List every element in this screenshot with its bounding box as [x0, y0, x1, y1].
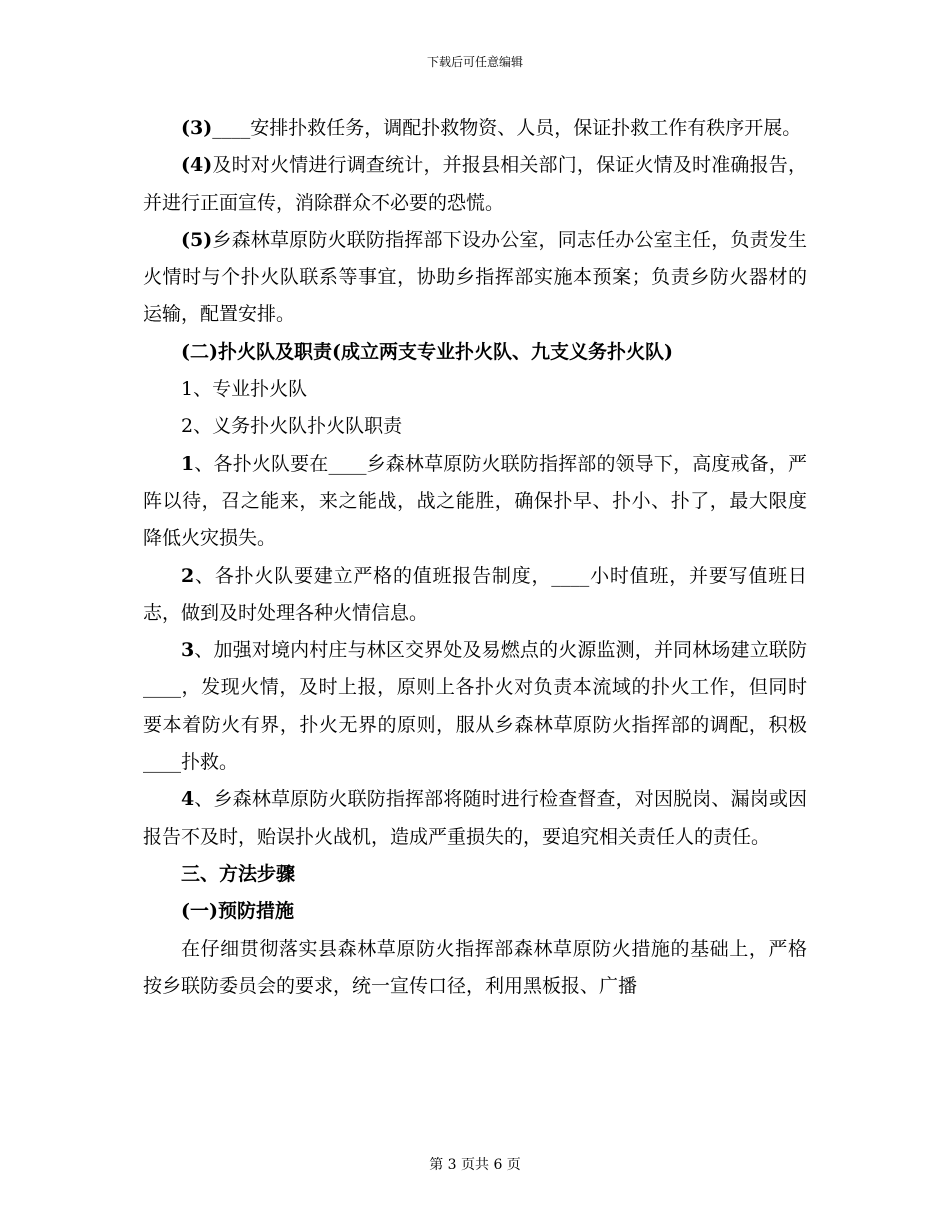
item-number: 4 — [181, 788, 195, 811]
heading-text: (一)预防措施 — [181, 900, 294, 923]
document-body — [143, 110, 807, 1005]
paragraph-text: 1、专业扑火队 — [181, 378, 308, 401]
item-number: 1 — [181, 452, 195, 475]
paragraph-item-3 — [143, 110, 807, 147]
paragraph-text: 、各扑火队要在____乡森林草原防火联防指挥部的领导下，高度戒备，严阵以待，召之能来，来之能战，战之能胜，确保扑早、扑小、扑了，最大限度降低火灾损失。 — [143, 452, 807, 550]
section-heading-methods — [143, 856, 807, 893]
paragraph-text: 及时对火情进行调查统计，并报县相关部门，保证火情及时准确报告，并进行正面宣传，消除群众不必要的恐慌。 — [143, 154, 807, 214]
paragraph-prevention — [143, 931, 807, 1006]
item-number: 2 — [181, 564, 195, 587]
paragraph-duty-3 — [143, 632, 807, 781]
paragraph-text: 、乡森林草原防火联防指挥部将随时进行检查督查，对因脱岗、漏岗或因报告不及时，贻误扑火战机，造成严重损失的，要追究相关责任人的责任。 — [143, 788, 807, 848]
page-number: 第 3 页共 6 页 — [429, 1157, 521, 1173]
item-number: 3 — [181, 639, 195, 662]
paragraph-duty-2 — [143, 558, 807, 633]
item-number: (3) — [181, 117, 213, 139]
paragraph-text: 2、义务扑火队扑火队职责 — [181, 415, 403, 438]
section-heading-fire-teams — [143, 334, 807, 371]
paragraph-text: ____安排扑救任务，调配扑救物资、人员，保证扑救工作有秩序开展。 — [212, 117, 802, 139]
heading-text: 三、方法步骤 — [181, 862, 296, 885]
paragraph-text: 、各扑火队要建立严格的值班报告制度，____小时值班，并要写值班日志，做到及时处理各种火情信息。 — [143, 564, 807, 624]
header-note: 下载后可任意编辑 — [426, 55, 523, 69]
item-number: (4) — [181, 154, 213, 177]
paragraph-volunteer-team — [143, 408, 807, 445]
paragraph-text: 、加强对境内村庄与林区交界处及易燃点的火源监测，并同林场建立联防____，发现火情，及时上报，原则上各扑火对负责本流域的扑火工作，但同时要本着防火有界，扑火无界的原则，服从乡森林草原防火指挥部的调配，积极____扑救。 — [143, 639, 807, 774]
paragraph-item-4 — [143, 147, 807, 222]
section-heading-prevention — [143, 893, 807, 930]
paragraph-duty-4 — [143, 781, 807, 856]
paragraph-item-5 — [143, 222, 807, 334]
heading-text: (二)扑火队及职责(成立两支专业扑火队、九支义务扑火队) — [181, 340, 673, 363]
paragraph-text: 在仔细贯彻落实县森林草原防火指挥部森林草原防火措施的基础上，严格按乡联防委员会的要求，统一宣传口径，利用黑板报、广播 — [143, 937, 807, 997]
paragraph-duty-1 — [143, 446, 807, 558]
item-number: (5) — [181, 228, 213, 251]
paragraph-professional-team — [143, 371, 807, 408]
paragraph-text: 乡森林草原防火联防指挥部下设办公室，同志任办公室主任，负责发生火情时与个扑火队联系等事宜，协助乡指挥部实施本预案；负责乡防火器材的运输，配置安排。 — [143, 228, 807, 326]
